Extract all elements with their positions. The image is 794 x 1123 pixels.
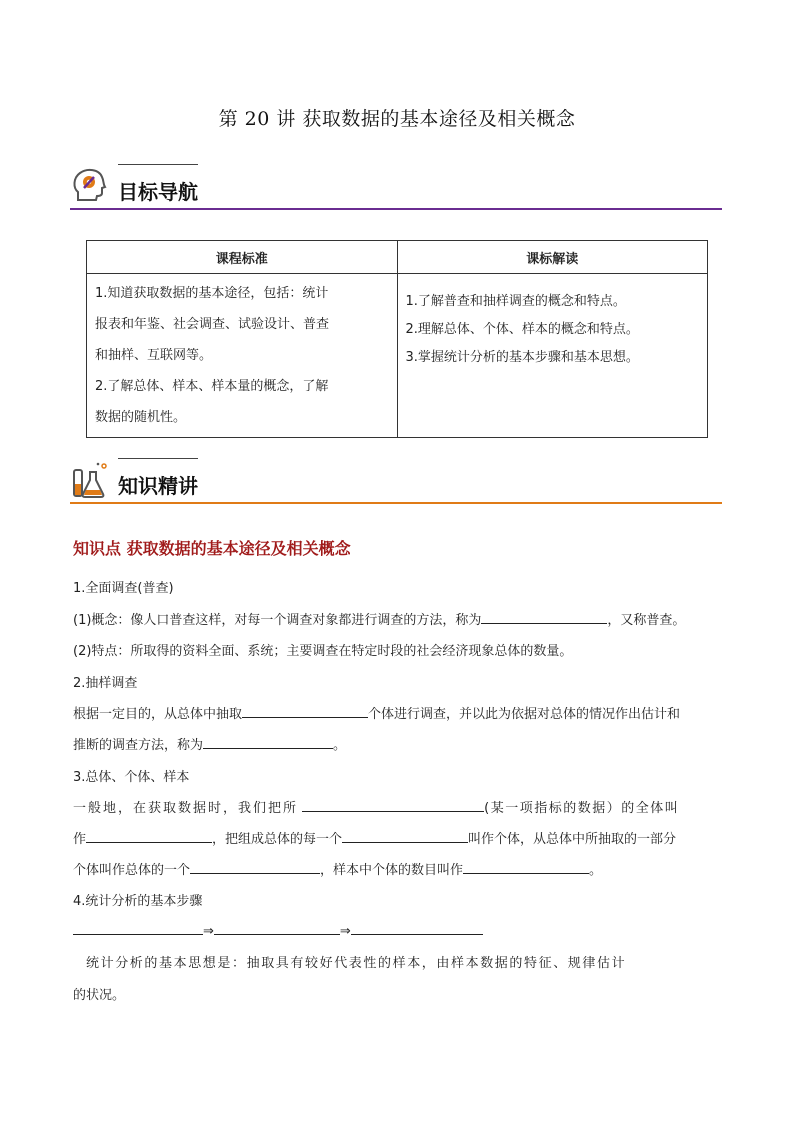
population-line-2 (73, 828, 725, 847)
lab-flask-icon (70, 460, 110, 500)
fill-blank[interactable] (190, 859, 320, 874)
text: ，把组成总体的每一个 (212, 832, 343, 847)
heading-sampling: 2.抽样调查 (73, 676, 138, 691)
arrow-icon: ⇒ (203, 924, 214, 939)
section-title-goals: 目标导航 (118, 180, 198, 204)
page-title: 第 20 讲 获取数据的基本途径及相关概念 (218, 108, 576, 130)
interpretation-line: 2.理解总体、个体、样本的概念和特点。 (405, 322, 639, 337)
heading-population: 3.总体、个体、样本 (73, 770, 190, 785)
fill-blank[interactable] (203, 734, 333, 749)
arrow-icon: ⇒ (339, 924, 351, 939)
text: 个体叫作总体的一个 (73, 863, 191, 878)
population-line-1 (73, 797, 725, 816)
sampling-line-2 (73, 734, 725, 753)
standards-table (86, 240, 708, 438)
fill-blank[interactable] (481, 609, 607, 624)
knowledge-point-heading: 知识点 获取数据的基本途径及相关概念 (73, 539, 351, 558)
standard-line: 2.了解总体、样本、样本量的概念，了解 (95, 379, 329, 394)
steps-line (73, 920, 725, 939)
text: 根据一定目的，从总体中抽取 (73, 707, 243, 722)
section-header-goals (70, 164, 722, 210)
sampling-line-1 (73, 703, 725, 722)
standard-cell (87, 274, 398, 438)
heading-census: 1.全面调查(普查) (73, 581, 174, 596)
table-header-interpretation: 课标解读 (397, 241, 708, 274)
text: 推断的调查方法，称为 (73, 738, 204, 753)
basic-idea-line-2: 的状况。 (73, 988, 126, 1003)
text: 一般地，在获取数据时，我们把所 (73, 801, 299, 816)
fill-blank[interactable] (351, 920, 483, 935)
population-line-3 (73, 859, 725, 878)
interpretation-cell (397, 274, 708, 438)
section-title-knowledge: 知识精讲 (118, 474, 198, 498)
section-rule-knowledge (70, 502, 722, 504)
heading-steps: 4.统计分析的基本步骤 (73, 894, 203, 909)
standard-line: 和抽样、互联网等。 (95, 348, 213, 363)
standard-line: 1.知道获取数据的基本途径，包括：统计 (95, 286, 329, 301)
text: (某一项指标的数据）的全体叫 (484, 801, 680, 816)
fill-blank[interactable] (463, 859, 589, 874)
table-header-standard: 课程标准 (87, 241, 398, 274)
text: (1)概念：像人口普查这样，对每一个调查对象都进行调查的方法，称为 (73, 613, 482, 628)
text: ，样本中个体的数目叫作 (320, 863, 464, 878)
fill-blank[interactable] (242, 703, 368, 718)
head-gear-icon (70, 166, 110, 206)
fill-blank[interactable] (214, 920, 340, 935)
interpretation-line: 1.了解普查和抽样调查的概念和特点。 (405, 294, 626, 309)
fill-blank[interactable] (73, 920, 203, 935)
interpretation-line: 3.掌握统计分析的基本步骤和基本思想。 (405, 350, 639, 365)
section-header-knowledge (70, 458, 722, 504)
text: 个体进行调查，并以此为依据对总体的情况作出估计和 (368, 707, 681, 722)
text: 作 (73, 832, 87, 847)
text: 。 (589, 863, 603, 878)
fill-blank[interactable] (302, 797, 484, 812)
census-concept (73, 609, 725, 628)
header-top-line (118, 164, 198, 165)
text: ，又称普查。 (607, 613, 686, 628)
fill-blank[interactable] (86, 828, 212, 843)
text: 。 (333, 738, 347, 753)
standard-line: 报表和年鉴、社会调查、试验设计、普查 (95, 317, 330, 332)
census-features: (2)特点：所取得的资料全面、系统；主要调查在特定时段的社会经济现象总体的数量。 (73, 644, 573, 659)
basic-idea-line-1: 统计分析的基本思想是：抽取具有较好代表性的样本，由样本数据的特征、规律估计 (86, 956, 627, 971)
text: 叫作个体，从总体中所抽取的一部分 (468, 832, 677, 847)
section-rule-goals (70, 208, 722, 210)
fill-blank[interactable] (342, 828, 468, 843)
header-top-line (118, 458, 198, 459)
standard-line: 数据的随机性。 (95, 410, 187, 425)
